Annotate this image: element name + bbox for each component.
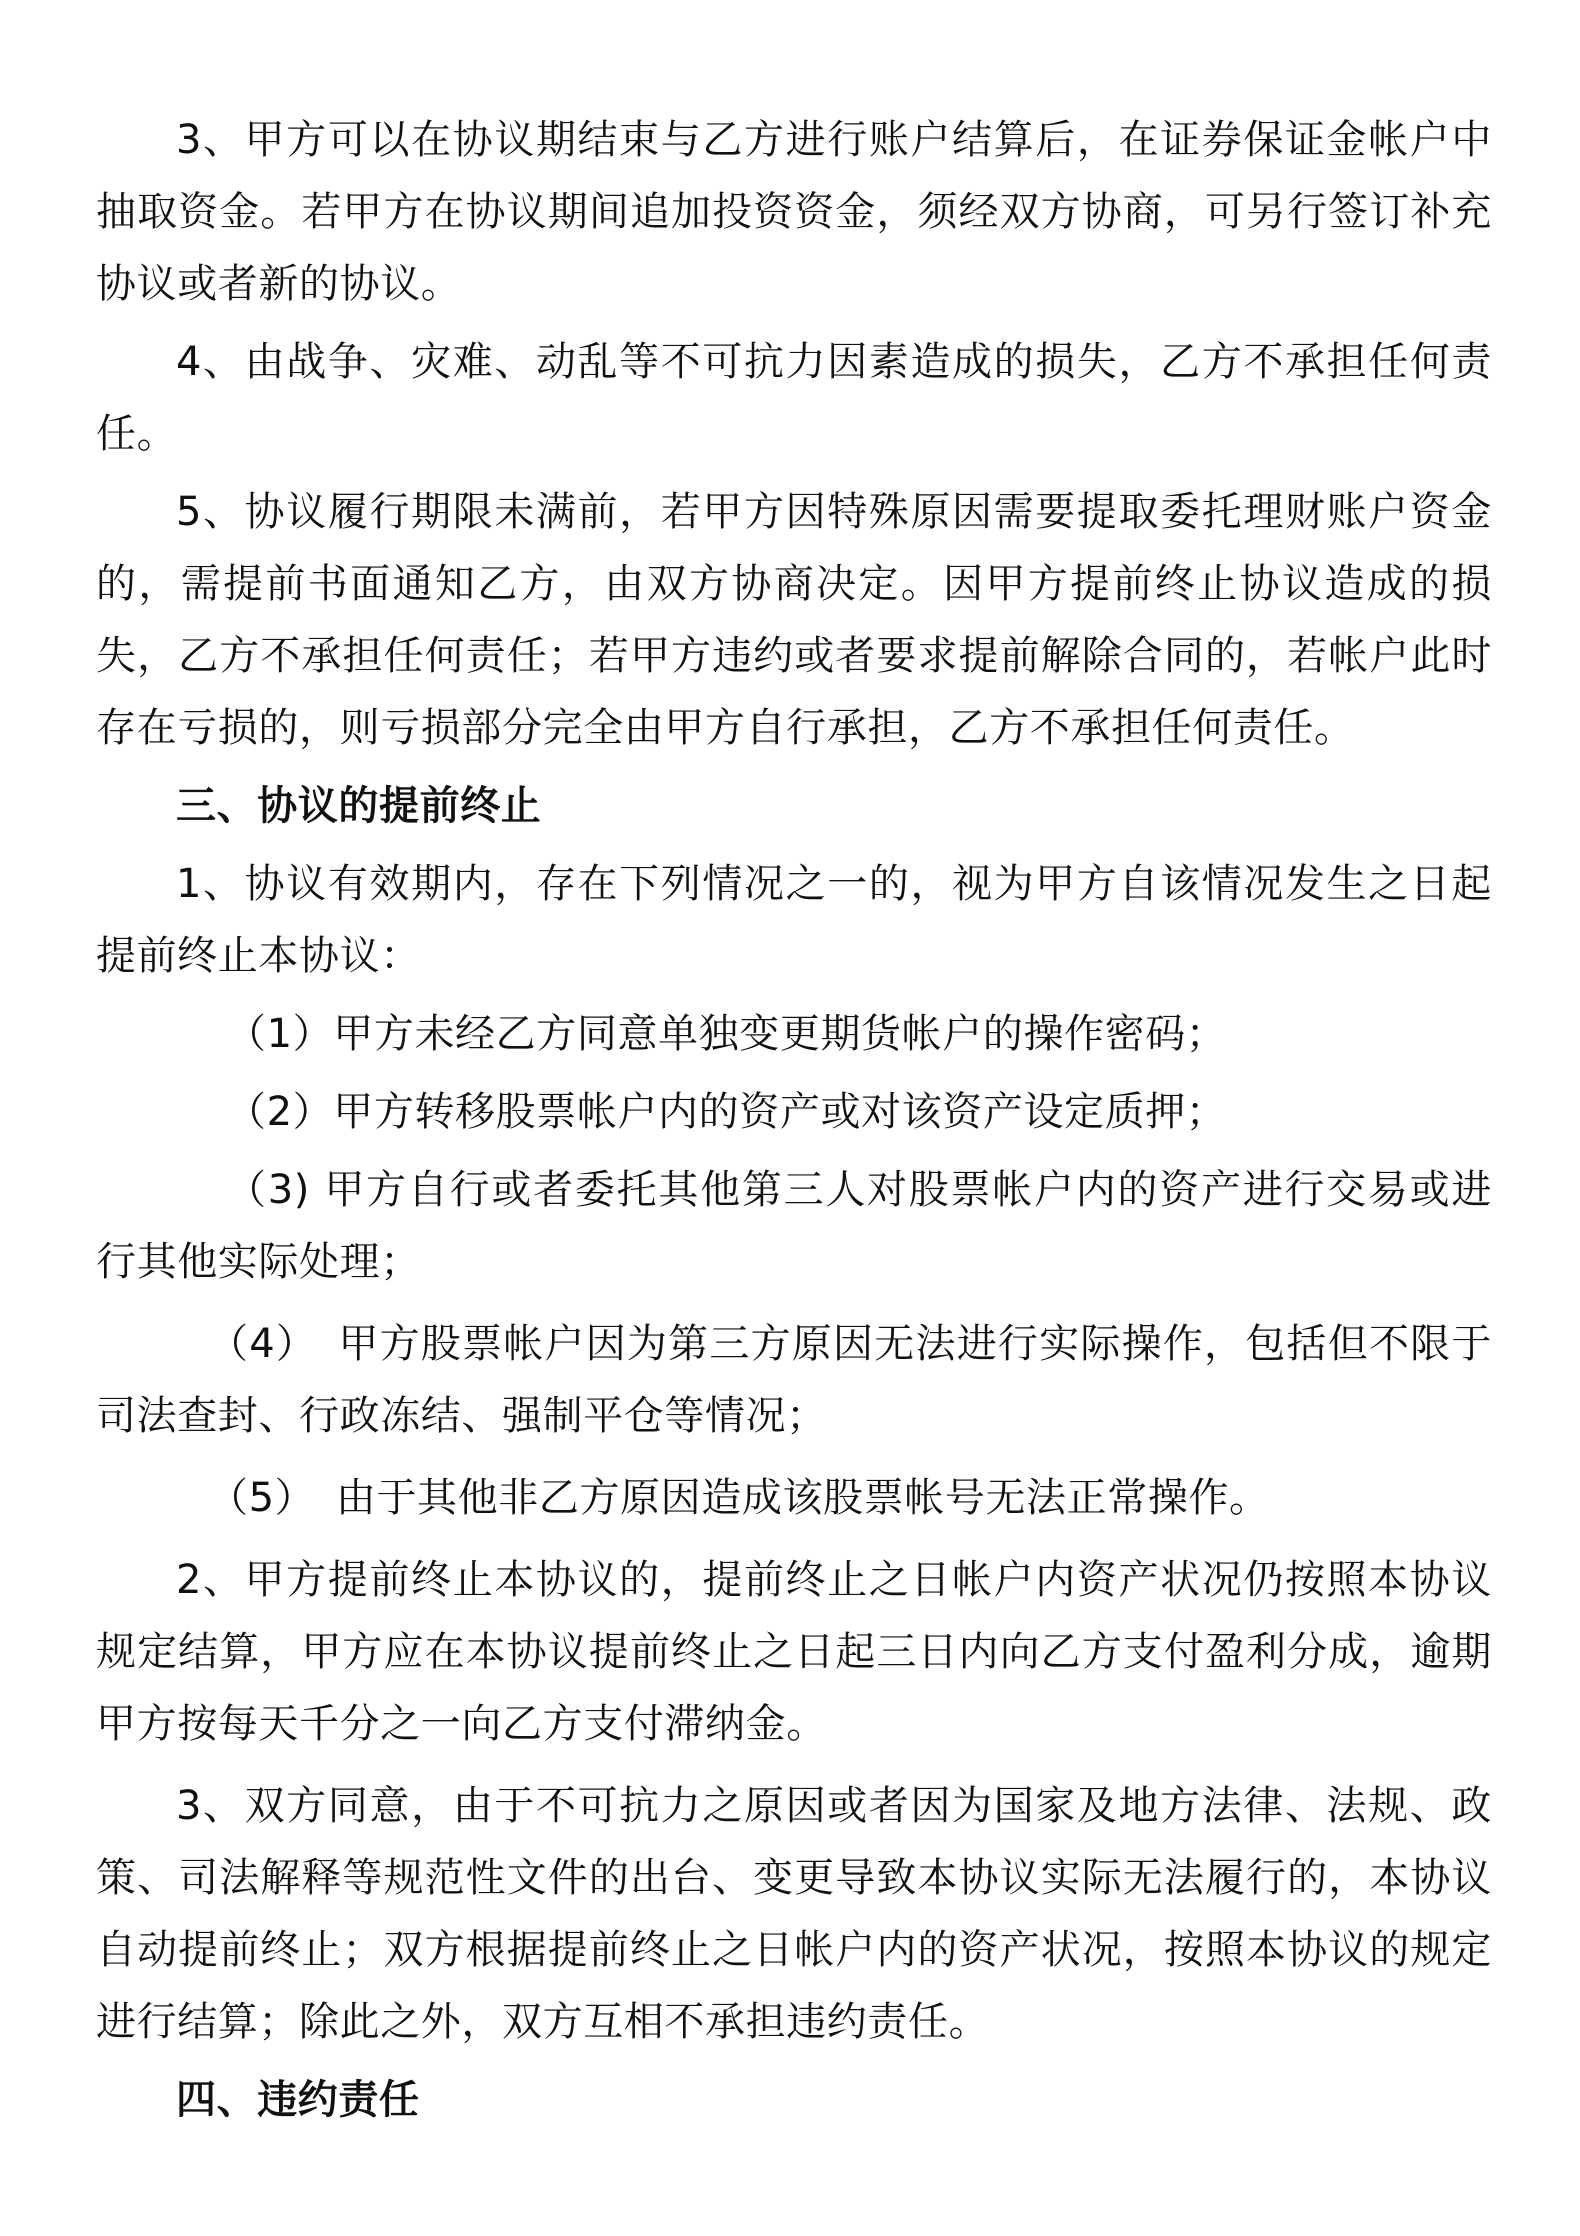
- clause-3-withdrawal: 3、甲方可以在协议期结束与乙方进行账户结算后，在证券保证金帐户中抽取资金。若甲方在协议期间追加投资资金，须经双方协商，可另行签订补充协议或者新的协议。: [96, 117, 1492, 307]
- termination-clause-1: 1、协议有效期内，存在下列情况之一的，视为甲方自该情况发生之日起提前终止本协议：: [96, 861, 1492, 979]
- termination-item-3: （3) 甲方自行或者委托其他第三人对股票帐户内的资产进行交易或进行其他实际处理；: [96, 1167, 1492, 1285]
- document-page: [96, 104, 1492, 2136]
- termination-item-2: （2）甲方转移股票帐户内的资产或对该资产设定质押；: [226, 1089, 1227, 1135]
- termination-item-5: （5） 由于其他非乙方原因造成该股票帐号无法正常操作。: [208, 1475, 1270, 1521]
- termination-clause-2: 2、甲方提前终止本协议的，提前终止之日帐户内资产状况仍按照本协议规定结算，甲方应在本协议提前终止之日起三日内向乙方支付盈利分成，逾期甲方按每天千分之一向乙方支付滞纳金。: [96, 1557, 1492, 1747]
- termination-item-1: （1）甲方未经乙方同意单独变更期货帐户的操作密码；: [226, 1011, 1227, 1057]
- clause-4-force-majeure: 4、由战争、灾难、动乱等不可抗力因素造成的损失，乙方不承担任何责任。: [96, 339, 1492, 457]
- clause-5-early-withdrawal: 5、协议履行期限未满前，若甲方因特殊原因需要提取委托理财账户资金的，需提前书面通知乙方，由双方协商决定。因甲方提前终止协议造成的损失，乙方不承担任何责任；若甲方违约或者要求提前解除合同的，若帐户此时存在亏损的，则亏损部分完全由甲方自行承担，乙方不承担任何责任。: [96, 489, 1492, 751]
- termination-item-4: （4） 甲方股票帐户因为第三方原因无法进行实际操作，包括但不限于司法查封、行政冻结、强制平仓等情况；: [96, 1321, 1492, 1439]
- termination-clause-3: 3、双方同意，由于不可抗力之原因或者因为国家及地方法律、法规、政策、司法解释等规范性文件的出台、变更导致本协议实际无法履行的，本协议自动提前终止；双方根据提前终止之日帐户内的资产状况，按照本协议的规定进行结算；除此之外，双方互相不承担违约责任。: [96, 1783, 1492, 2045]
- section-heading-breach-liability: 四、违约责任: [176, 2077, 420, 2123]
- section-heading-early-termination: 三、协议的提前终止: [176, 783, 542, 829]
